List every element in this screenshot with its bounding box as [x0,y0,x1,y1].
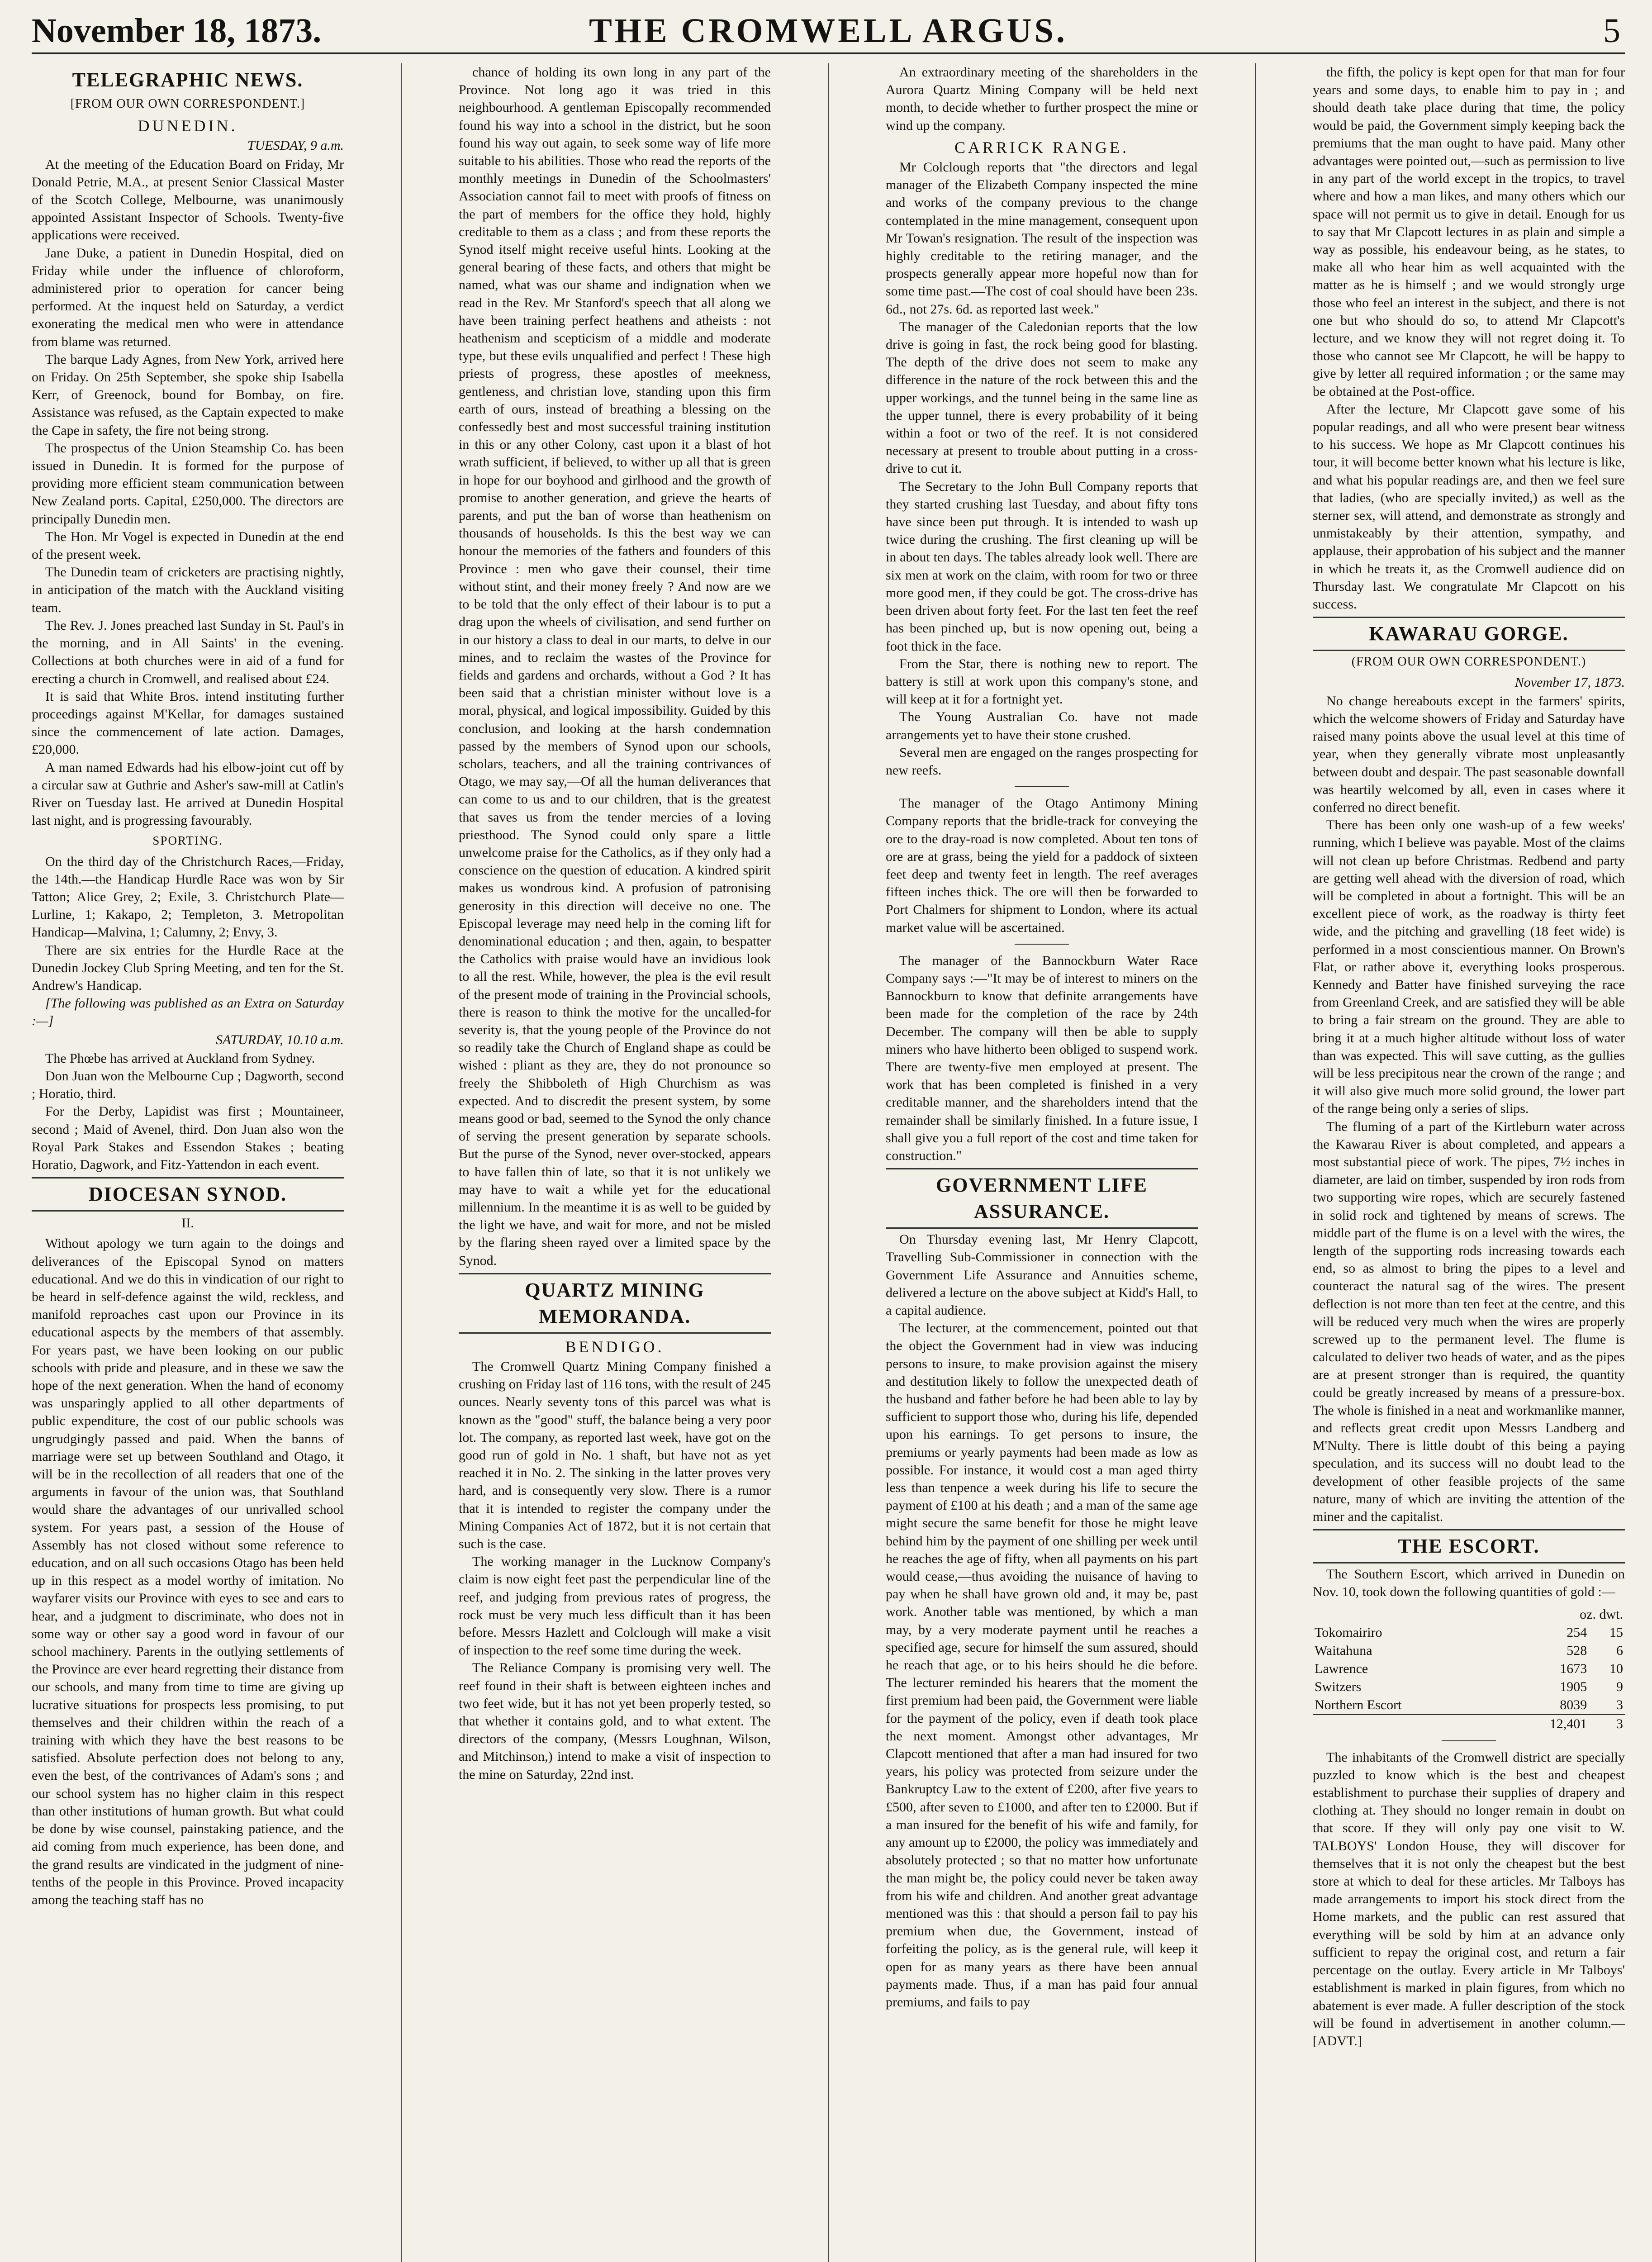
total-dwt: 3 [1589,1715,1625,1733]
paragraph: No change hereabouts except in the farmers' spirits, which the welcome showers of Friday and Saturday have raised many points above the usual level at this time of year, when they generally vibrate most unpleasantly between doubt and despair. The past seasonable downfall was heartily welcomed by all, even in cases where it conferred no direct benefit. [1313,693,1625,815]
escort-dwt: 3 [1616,1697,1623,1712]
gold-escort-table [1313,1606,1625,1733]
paragraph: Jane Duke, a patient in Dunedin Hospital, died on Friday while under the influence of chloroform, administered prior to operation for cancer being performed. At the inquest held on Saturday, a verdict exonerating the medical men who were in attendance from blame was returned. [32,245,344,349]
paragraph: Several men are engaged on the ranges prospecting for new reefs. [886,745,1198,778]
paragraph: From the Star, there is nothing new to report. The battery is still at work upon this company's stone, and will keep at it for a fortnight yet. [886,656,1198,707]
divider [1015,786,1069,787]
table-row [1313,1624,1625,1642]
correspondent-note: (FROM OUR OWN CORRESPONDENT.) [1351,655,1586,669]
paragraph: The Young Australian Co. have not made arrangements yet to have their stone crushed. [886,709,1198,742]
telegraphic-news-heading: TELEGRAPHIC NEWS. [72,69,304,91]
paragraph: Don Juan won the Melbourne Cup ; Dagworth, second ; Horatio, third. [32,1068,344,1102]
escort-place: Waitahuna [1315,1643,1372,1658]
paragraph: On Thursday evening last, Mr Henry Clapcott, Travelling Sub-Commissioner in connection with the Government Life Assurance and Annuities scheme, delivered a lecture on the above subject at Kidd's Hall, to a capital audience. [886,1232,1198,1318]
quartz-mining-heading: QUARTZ MINING MEMORANDA. [459,1273,771,1334]
diocesan-synod-heading: DIOCESAN SYNOD. [32,1177,344,1212]
column-rule [828,63,829,2262]
masthead [32,9,1625,54]
dateline: November 17, 1873. [1514,675,1625,690]
paragraph: The Hon. Mr Vogel is expected in Dunedin at the end of the present week. [32,529,344,562]
paragraph: The Dunedin team of cricketers are practising nightly, in anticipation of the match with the Auckland visiting team. [32,565,344,615]
table-header-row [1313,1606,1625,1624]
paragraph: The manager of the Bannockburn Water Race Company says :—"It may be of interest to miners on the Bannockburn to know that definite arrangements have been made for the completion of the race by 24th December. The company will then be able to supply miners who have hitherto been obliged to suspend work. There are twenty-five men employed at present. The work that has been completed is finished in a very creditable manner, and the shareholders intend that the remainder shall be similarly finished. In a future issue, I shall give you a full report of the cost and time taken for construction." [886,953,1198,1163]
escort-dwt: 15 [1609,1625,1623,1640]
column-3 [886,63,1198,2262]
dunedin-heading: DUNEDIN. [138,117,238,135]
paragraph: An extraordinary meeting of the shareholders in the Aurora Quartz Mining Company will be held next month, to decide whether to further prospect the mine or wind up the company. [886,65,1198,133]
column-2 [459,63,771,2262]
kawarau-gorge-heading: KAWARAU GORGE. [1313,617,1625,651]
escort-dwt: 9 [1616,1679,1623,1694]
column-rule [1255,63,1256,2262]
column-rule [401,63,402,2262]
paragraph: The Secretary to the John Bull Company reports that they started crushing last Tuesday, and about fifty tons have since been put through. It is intended to wash up twice during the crushing. The first cleaning up will be in about ten days. The tables already look well. There are six men at work on the claim, with room for two or three more good men, if they could be got. The cross-drive has been driven about forty feet. For the last ten feet the reef has been pinched up, but is now opening out, being a foot thick in the face. [886,479,1198,654]
paragraph: The fluming of a part of the Kirtleburn water across the Kawarau River is about completed, and appears a most substantial piece of work. The pipes, 7½ inches in diameter, are laid on timber, suspended by iron rods from two supporting wire ropes, which are securely fastened in solid rock and tightened by means of screws. The middle part of the flume is on a level with the wires, the length of the supporting rods increasing towards each end, so as almost to bring the pipes to a level and counteract the natural sag of the wires. The present deflection is not more than ten feet at the centre, and this will be reduced very much when the wires are properly screwed up to the permanent level. The flume is calculated to deliver two heads of water, and as the pipes are at present stronger than is required, the quantity could be greatly increased by means of a pressure-box. The whole is finished in a neat and workmanlike manner, and reflects great credit upon Messrs Landberg and M'Nulty. There is little doubt of this being a paying speculation, and its success will no doubt lead to the development of other feasible projects of the same nature, many of which are inviting the attention of the miner and the capitalist. [1313,1119,1625,1525]
paragraph: chance of holding its own long in any part of the Province. Not long ago it was tried in this neighbourhood. A gentleman Episcopally recommended found his way into a school in the district, but he soon found his way out again, to seek some way of life more suitable to his abilities. Those who read the reports of the monthly meetings in Dunedin of the Schoolmasters' Association cannot fail to meet with proofs of fitness on the part of members for the office they hold, highly creditable to them as a class ; and from these reports the Synod itself might receive useful hints. Looking at the general bearing of these facts, and others that might be named, what was our shame and indignation when we read in the Rev. Mr Stanford's speech that all along we have been training perfect heathens and atheists : not heathenism and scepticism of a middle and moderate type, but these evils unqualified and perfect ! These high priests of progress, these apostles of meekness, gentleness, and christian love, standing upon this firm earth of ours, instead of breathing a blessing on the confessedly best and most successful training institution in this or any other Colony, cast upon it a blast of hot wrath sufficient, if believed, to wither up all that is green in hope for our boyhood and girlhood and the growth of promise to another generation, and grieve the hearts of parents, and put the ban of worse than heathenism on thousands of households. Is this the best way we can honour the memories of the fathers and founders of this Province : men who gave their counsel, their time without stint, and their money freely ? And now are we to be told that the only effect of their labour is to put a drag upon the wheels of civilisation, and send further on in our history a class to deal in our marts, to delve in our mines, and to reclaim the wastes of the Province for fields and gardens and orchards, without a God ? It has been said that a christian minister without love is a moral, physical, and logical impossibility. Guided by this conclusion, and looking at the harsh condemnation passed by the members of Synod upon our schools, scholars, teachers, and all the training contrivances of Otago, we may say,—Of all the human deliverances that can come to us and to our children, that is the greatest that saves us from the tender mercies of a loving priesthood. The Synod could only spare a little unwelcome praise for the Catholics, as if they only had a conscience on the question of education. A kindred spirit makes us wondrous kind. A profusion of patronising generosity in this direction will deceive no one. The Episcopal leverage may need help in the coming lift for denominational education ; and then, again, to bespatter the Catholics with praise would have an invidious look to all the rest. While, however, the plea is the evil result of the present mode of training in the Provincial schools, there is reason to think the motive for the uncalled-for severity is, that the young people of the Province do not so readily take the Church of England shape as could be wished : pliant as they are, they do not pronounce so freely the Shibboleth of High Churchism as was expected. And to discredit the present system, by some means good or bad, seemed to the Synod the only chance of serving the present generation by separate schools. But the purse of the Synod, never over-stocked, appears to have fallen thin of late, so that it is not unlikely we may have to wait a while yet for the educational millennium. In the meantime it is as well to be guided by the light we have, and wait for more, and not be misled by the flaring sheen rayed over a limited space by the Synod. [459,65,771,1268]
divider [1015,944,1069,945]
advertisement-paragraph: The inhabitants of the Cromwell district are specially puzzled to know which is the best and cheapest establishment to purchase their supplies of drapery and clothing at. They should no longer remain in doubt on that score. If they will only pay one visit to W. TALBOYS' London House, they will discover for themselves that it is not only the cheapest but the best store at which to deal for these articles. Mr Talboys has made arrangements to import his stock direct from the Home markets, and the public can rest assured that everything will be sold by him at an advance only sufficient to repay the original cost, and return a fair percentage on the outlay. Every article in Mr Talboys' establishment is marked in plain figures, from which no abatement is ever made. A fuller description of the stock will be found in advertisement in another column.—[ADVT.] [1313,1749,1625,2048]
paragraph: It is said that White Bros. intend instituting further proceedings against M'Kellar, for damages sustained since the commencement of late action. Damages, £20,000. [32,689,344,757]
paragraph: The lecturer, at the commencement, pointed out that the object the Government had in view was inducing persons to insure, to make provision against the misery and destitution likely to follow the unexpected death of the husband and father before he had been able to lay by sufficient to support those who, during his life, depended upon his earnings. To get persons to insure, the premiums or yearly payments had been made as low as possible. For instance, it would cost a man aged thirty less than tenpence a week during his life to secure the payment of £100 at his death ; and a man of the same age might secure the same benefit for those he might leave behind him by the payment of one shilling per week until he reaches the age of fifty, when all payments on his part would cease,—thus avoiding the nuisance of having to pay when he shall have grown old and, it may be, past work. Another table was mentioned, by which a man may, by a very moderate payment until he reaches a specified age, secure for himself the sum assured, should he reach that age, or to his heirs should he die before. The lecturer reminded his hearers that the moment the first premium had been paid, the Government were liable for the payment of the policy, even if death took place the next moment. Amongst other advantages, Mr Clapcott mentioned that after a man had insured for two years, his policy was protected from seizure under the Bankruptcy Law to the extent of £200, after five years to £500, after seven to £1000, and after ten to £2000. But if a man insured for the benefit of his wife and family, for any amount up to £2000, the policy was immediately and absolutely protected ; so that no matter how unfortunate the man might be, the policy could never be taken away from his wife and children. And another great advantage mentioned was this : that should a person fail to pay his premium when due, the Government, instead of forfeiting the policy, as is the general rule, will keep it open for as many years as there have been annual payments made. Thus, if a man has paid four annual premiums, and fails to pay [886,1321,1198,2010]
paragraph: There are six entries for the Hurdle Race at the Dunedin Jockey Club Spring Meeting, and ten for the St. Andrew's Handicap. [32,942,344,993]
escort-place: Northern Escort [1315,1697,1402,1712]
correspondent-note: [FROM OUR OWN CORRESPONDENT.] [70,97,305,111]
paragraph: A man named Edwards had his elbow-joint cut off by a circular saw at Guthrie and Asher's saw-mill at Catlin's River on Tuesday last. He arrived at Dunedin Hospital last night, and is progressing favourably. [32,760,344,828]
paragraph: the fifth, the policy is kept open for that man for four years and some days, to enable him to pay in ; and should death take place during that time, the policy would be paid, the Government simply keeping back the premiums that the man ought to have paid. Many other advantages were pointed out,—such as permission to live in any part of the world except in the tropics, to travel where and how a man likes, and many others which our space will not permit us to give in detail. Enough for us to say that Mr Clapcott lectures in as plain and simple a way as possible, his endeavour being, as he states, to make all who hear him as well acquainted with the matter as he is himself ; and we would strongly urge those who feel an interest in the subject, and there is not one but who should do so, to attend Mr Clapcott's lecture, and we know they will not regret doing it. To those who cannot see Mr Clapcott, he will be happy to give by letter all required information ; or the same may be obtained at the Post-office. [1313,65,1625,399]
dateline: SATURDAY, 10.10 a.m. [216,1032,344,1047]
table-row [1313,1642,1625,1660]
table-row [1313,1660,1625,1678]
total-oz: 12,401 [1503,1715,1589,1733]
escort-place: Lawrence [1315,1661,1368,1676]
escort-dwt: 6 [1616,1643,1623,1658]
part-number: II. [181,1216,194,1231]
columns [32,63,1625,2262]
newspaper-title: THE CROMWELL ARGUS. [589,12,1068,50]
table-total-row [1313,1715,1625,1733]
column-4 [1313,63,1625,2262]
sporting-heading: SPORTING. [152,834,223,848]
carrick-range-heading: CARRICK RANGE. [954,138,1130,157]
column-1 [32,63,344,2262]
dateline: TUESDAY, 9 a.m. [247,138,344,153]
paragraph: The Reliance Company is promising very well. The reef found in their shaft is between eighteen inches and two feet wide, but it has not yet been properly tested, so that whether it contains gold, and to what extent. The directors of the company, (Messrs Loughnan, Wilson, and Mitchinson,) intend to make a visit of inspection to the mine on Saturday, 22nd inst. [459,1660,771,1782]
paragraph: The manager of the Caledonian reports that the low drive is going in fast, the rock being good for blasting. The depth of the drive does not seem to make any difference in the nature of the rock between this and the upper workings, and the tunnel being in the same line as the upper tunnel, there is every probability of it being within a foot or two of the reef. It is not considered necessary at present to trouble about putting in a cross-drive to cut it. [886,319,1198,476]
escort-oz: 254 [1567,1625,1587,1640]
escort-oz: 528 [1567,1643,1587,1658]
paragraph: The manager of the Otago Antimony Mining Company reports that the bridle-track for conveying the ore to the dray-road is now completed. About ten tons of ore are at grass, being the yield for a paddock of sixteen feet deep and twenty feet in length. The reef averages fifteen inches thick. The ore will then be forwarded to Port Chalmers for shipment to London, where its actual market value will be ascertained. [886,796,1198,935]
escort-place: Tokomairiro [1315,1625,1382,1640]
escort-oz: 1673 [1560,1661,1587,1676]
paragraph: The Phœbe has arrived at Auckland from Sydney. [45,1050,315,1066]
paragraph: After the lecture, Mr Clapcott gave some of his popular readings, and all who were present bear witness to his success. We hope as Mr Clapcott continues his tour, it will become better known what his lecture is like, and what his popular readings are, and then we feel sure that ladies, (who are specially invited,) as well as the sterner sex, will attend, and demonstrate as strongly and unmistakeably by their attention, sympathy, and applause, their approbation of his subject and the manner in which he treats it, as the Cromwell audience did on Thursday last. We congratulate Mr Clapcott on his success. [1313,401,1625,612]
issue-date: November 18, 1873. [32,12,322,50]
extra-note: [The following was published as an Extra on Saturday :—] [32,996,344,1029]
paragraph: The Rev. J. Jones preached last Sunday in St. Paul's in the morning, and in All Saints' in the evening. Collections at both churches were in aid of a fund for erecting a church in Cromwell, and realised about £24. [32,618,344,686]
paragraph: The prospectus of the Union Steamship Co. has been issued in Dunedin. It is formed for the purpose of providing more efficient steam communication between New Zealand ports. Capital, £250,000. The directors are principally Dunedin men. [32,440,344,527]
paragraph: At the meeting of the Education Board on Friday, Mr Donald Petrie, M.A., at present Senior Classical Master of the Scotch College, Melbourne, was unanimously appointed Assistant Inspector of Schools. Twenty-five applications were received. [32,157,344,243]
paragraph: The working manager in the Lucknow Company's claim is now eight feet past the perpendicular line of the reef, and judging from previous rates of progress, the rock must be very much less difficult than it has been before. Messrs Hazlett and Colclough will make a visit of inspection to the reef some time during the week. [459,1554,771,1658]
table-row [1313,1696,1625,1715]
table-row [1313,1678,1625,1696]
escort-oz: 8039 [1560,1697,1587,1712]
paragraph: Mr Colclough reports that "the directors and legal manager of the Elizabeth Company inspected the mine and works of the company previous to the change contemplated in the mine management, consequent upon Mr Towan's resignation. The result of the inspection was highly creditable to the retiring manager, and the prospects generally appear more hopeful now than for some time past.—The cost of coal should have been 23s. 6d., not 27s. 6d. as reported last week." [886,160,1198,317]
life-assurance-heading: GOVERNMENT LIFE ASSURANCE. [886,1168,1198,1229]
bendigo-heading: BENDIGO. [565,1337,665,1356]
paragraph: On the third day of the Christchurch Races,—Friday, the 14th.—the Handicap Hurdle Race was won by Sir Tatton; Alice Grey, 2; Exile, 3. Christchurch Plate—Lurline, 1; Kakapo, 2; Templeton, 3. Metropolitan Handicap—Malvina, 1; Calumny, 2; Envy, 3. [32,854,344,940]
escort-place: Switzers [1315,1679,1362,1694]
paragraph: The Cromwell Quartz Mining Company finished a crushing on Friday last of 116 tons, with the result of 245 ounces. Nearly seventy tons of this parcel was what is known as the "good" stuff, the balance being a very poor lot. The company, as reported last week, have got on the good run of gold in No. 1 shaft, but have not as yet reached it in No. 2. The sinking in the latter proves very hard, and is consequently very slow. There is a rumor that it is intended to register the company under the Mining Companies Act of 1872, but it is not certain that such is the case. [459,1359,771,1552]
page-number: 5 [1603,12,1620,50]
paragraph: The Southern Escort, which arrived in Dunedin on Nov. 10, took down the following quantities of gold :— [1313,1567,1625,1600]
escort-heading: THE ESCORT. [1313,1529,1625,1563]
paragraph: For the Derby, Lapidist was first ; Mountaineer, second ; Maid of Avenel, third. Don Juan also won the Royal Park Stakes and Essendon Stakes ; beating Horatio, Dagwork, and Fitz-Yattendon in each event. [32,1104,344,1172]
units-header: oz. dwt. [1580,1606,1623,1622]
paragraph: The barque Lady Agnes, from New York, arrived here on Friday. On 25th September, she spoke ship Isabella Kerr, of Greenock, bound for Bombay, on fire. Assistance was refused, as the Captain expected to make the Cape in safety, the fire not being strong. [32,352,344,438]
escort-oz: 1905 [1560,1679,1587,1694]
paragraph: Without apology we turn again to the doings and deliverances of the Episcopal Synod on matters educational. And we do this in vindication of our right to be heard in self-defence against the wild, reckless, and manifold reproaches cast upon our Province in its educational aspects by the members of that assembly. For years past, we have been looking on our public schools with pride and pleasure, and in these we saw the hope of the next generation. When the hand of economy was unsparingly applied to all other departments of public expenditure, the cost of our public schools was ungrudgingly passed and paid. When the banns of marriage were set up between Southland and Otago, it will be in the recollection of all readers that one of the arguments in favour of the union was, that Southland would share the advantages of our unrivalled school system. For years past, a session of the House of Assembly has not closed without some reference to education, and on all such occasions Otago has been held up in this respect as a model worthy of imitation. No wayfarer visits our Province with eyes to see and ears to hear, and a judgment to discriminate, who does not in some way or other say a good word in favour of our school machinery. Parents in the outlying settlements of the Province are ever heard regretting their distance from our schools, and many from time to time are giving up lucrative situations for prospects less promising, to put themselves and their children within the reach of a training with which they have the best reasons to be satisfied. Absolute perfection does not belong to any, even the best, of the contrivances of Adam's sons ; and our school system has no higher claim in this respect than other institutions of human growth. But what could be done by wise counsel, painstaking patience, and the aid coming from much experience, has been done, and the grand results are vindicated in the judgment of nine-tenths of the people in this Province. Proved incapacity among the teaching staff has no [32,1236,344,1907]
paragraph: There has been only one wash-up of a few weeks' running, which I believe was payable. Most of the claims will not clean up before Christmas. Redbend and party are getting well ahead with the diversion of road, which will be completed in about a fortnight. This will be an excellent piece of work, as the roadway is thirty feet wide, and the pitching and gravelling (18 feet wide) is performed in a most conscientious manner. On Brown's Flat, or rather above it, everything looks prosperous. Kennedy and Batter have finished surveying the race from Greenland Creek, and are satisfied they will be able to bring a fair stream on the ground. They are able to bring it at a much higher altitude without loss of water than was expected. This will save cutting, as the gullies will be less precipitous near the crown of the range ; and it will also give much more solid ground, the lower part of the range being only a series of slips. [1313,817,1625,1117]
divider [1442,1740,1496,1741]
escort-dwt: 10 [1609,1661,1623,1676]
